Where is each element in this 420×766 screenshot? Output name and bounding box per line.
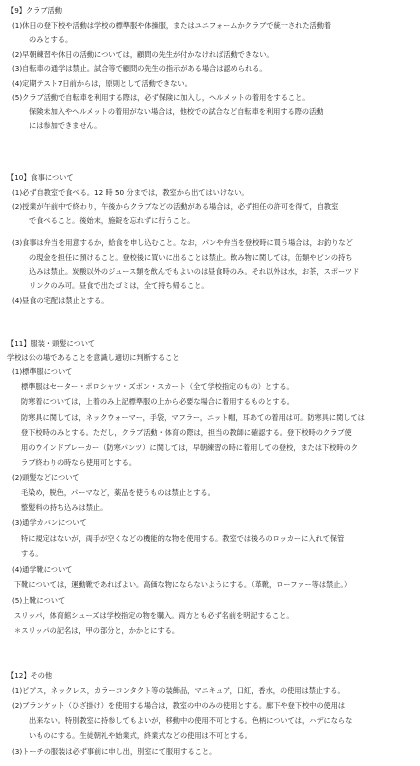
rule-item-detail: 標準服はセーター・ポロシャツ・ズボン・スカート（全て学校指定のもの）とする。: [21, 382, 294, 391]
rule-item: (4)定期テスト7日前からは，原則として活動できない。: [12, 79, 192, 88]
rule-item: (2)授業が午前中で終わり，午後からクラブなどの活動がある場合は，必ず担任の許可を得て，自教室: [12, 202, 339, 211]
rule-item: (1)休日の登下校や活動は学校の標準服や体操服，またはユニフォームかクラブで統一された活動着: [12, 21, 332, 30]
rule-item-detail: 整髪料の持ち込みは禁止。: [21, 503, 108, 512]
rule-item-detail: 防寒具に関しては，ネックウォーマー，手袋，マフラー，ニット帽，耳あての着用は可。防寒具に関しては: [21, 413, 365, 422]
rule-item-continuation: には参加できません。: [29, 121, 102, 130]
rule-item-continuation: 出来ない。特別教室に持参してもよいが，移動中の使用不可とする。色柄については，ハデにならな: [29, 716, 353, 725]
rule-item-continuation: の現金を担任に預けること。登校後に買いに出ることは禁止。飲み物に関しては，缶類やビンの持ち: [29, 253, 353, 262]
rule-item: (4)昼食の宅配は禁止とする。: [12, 296, 109, 305]
rule-item: (2)早朝練習や休日の活動については，顧問の先生が付かなければ活動できない。: [12, 50, 274, 59]
rule-item-continuation: いものにする。生徒朝礼や始業式，終業式などの使用は不可とする。: [29, 731, 252, 740]
rule-item: (3)食事は弁当を用意するか，給食を申し込むこと。なお，パンや弁当を登校時に買う場合は，お釣りなど: [12, 238, 353, 247]
rule-item-detail: ラブ終わりの時なら使用可とする。: [21, 458, 137, 467]
rule-item-detail: 毛染め，脱色，パーマなど，薬品を使うものは禁止とする。: [21, 488, 215, 497]
rule-item-detail: 用のウインドブレーカー（防寒パンツ）に関しては，早朝練習の時に着用しての登校，または下校時のク: [21, 443, 358, 452]
rule-item: (2)頭髪などについて: [12, 473, 80, 482]
rule-item-continuation: 保険未加入やヘルメットの着用がない場合は，他校での試合など自転車を利用する際の活動: [29, 107, 324, 116]
rule-item-continuation: リンクのみ可。昼食で出たゴミは，全て持ち帰ること。: [29, 281, 209, 290]
rule-item: (5)上靴について: [12, 596, 66, 605]
rule-item: (5)クラブ活動で自転車を利用する際は，必ず保険に加入し，ヘルメットの着用をすること。: [12, 93, 310, 102]
section-heading: 【12】その他: [7, 671, 53, 680]
section-heading: 【10】食事について: [7, 173, 74, 182]
rule-item-detail: 登下校時のみとする。ただし，クラブ活動・体育の際は，担当の教師に確認する。登下校時のクラブ使: [21, 428, 352, 437]
rule-item-detail: 特に規定はないが，両手が空くなどの機能的な物を使用する。教室では後ろのロッカーに入れて保管: [21, 534, 345, 543]
rule-item: (3)トーチの服装は必ず事前に申し出，別室にて服用すること。: [12, 747, 217, 756]
rule-item: (1)ピアス，ネックレス，カラーコンタクト等の装飾品，マニキュア，口紅，香水，の使用は禁止する。: [12, 686, 345, 695]
rule-item-detail: する。: [21, 549, 43, 558]
rule-item: (1)必ず自教室で食べる。12 時 50 分までは，教室から出てはいけない。: [12, 188, 249, 197]
rule-item-continuation: のみとする。: [29, 35, 73, 44]
rule-item-detail: 防寒着については，上着のみ上記標準服の上から必要な場合に着用するものとする。: [21, 397, 294, 406]
section-heading: 【9】クラブ活動: [7, 6, 62, 15]
rule-item: (1)標準服について: [12, 367, 73, 376]
rule-item: (4)通学靴について: [12, 565, 73, 574]
rule-item: (3)自転車の通学は禁止。試合等で顧問の先生の指示がある場合は認められる。: [12, 64, 267, 73]
section-intro: 学校は公の場であることを意識し適切に判断すること: [7, 353, 180, 362]
rule-item-continuation: で食べること。後始末，施錠を忘れずに行うこと。: [29, 216, 195, 225]
rule-item: (2)ブランケット（ひざ掛け）を使用する場合は，教室の中のみの使用とする。廊下や登下校中の使用は: [12, 701, 346, 710]
rule-item-detail: スリッパ，体育館シューズは学校指定の物を購入。両方とも必ず名前を明記すること。: [14, 611, 294, 620]
rule-item: (3)通学カバンについて: [12, 518, 87, 527]
rule-item-continuation: 込みは禁止。炭酸以外のジュース類を飲んでもよいのは昼食時のみ。それ以外は水，お茶，スポーツド: [29, 267, 360, 276]
section-heading: 【11】服装・頭髪について: [7, 339, 96, 348]
rule-item-detail: 下靴については，運動靴であればよい。高価な物にならないようにする。（革靴，ローファー等は禁止。）: [14, 580, 352, 589]
rule-note: ＊スリッパの記名は，甲の部分と，かかとにする。: [14, 626, 180, 635]
